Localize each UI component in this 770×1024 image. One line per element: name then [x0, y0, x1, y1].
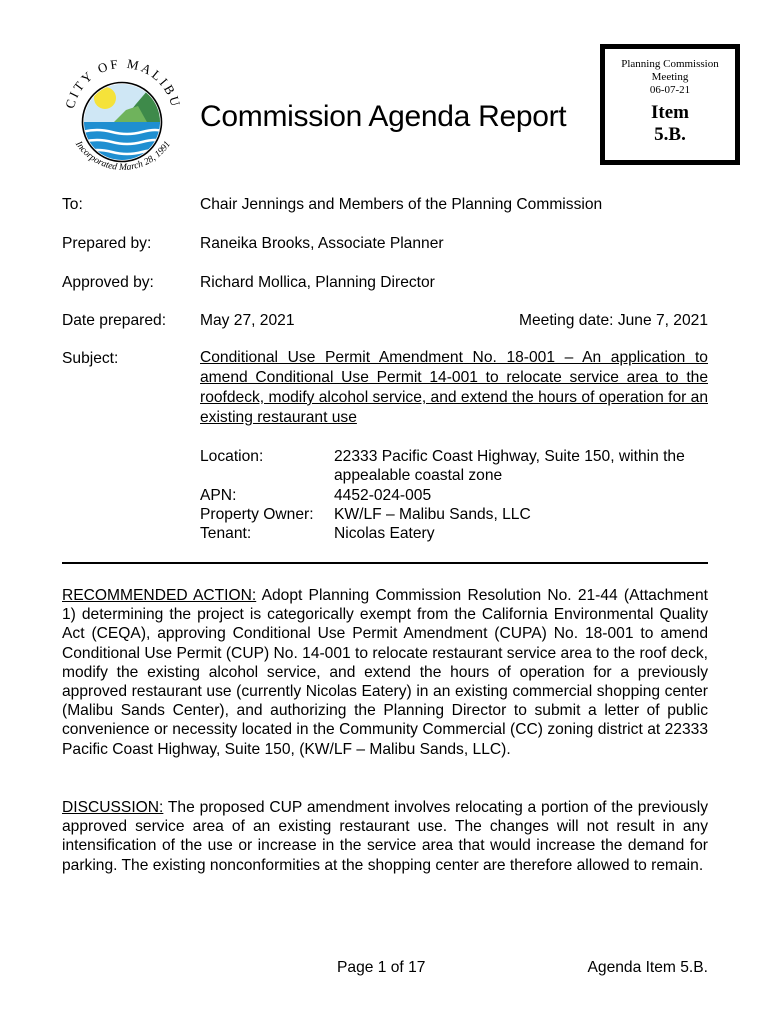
item-number: 5.B.: [654, 124, 686, 145]
owner-value: KW/LF – Malibu Sands, LLC: [334, 506, 531, 523]
page-title: Commission Agenda Report: [200, 100, 567, 133]
discussion-paragraph: [62, 798, 708, 875]
agenda-item-box: [600, 44, 740, 165]
location-label: Location:: [200, 448, 264, 465]
discussion-text: The proposed CUP amendment involves relocating a portion of the previously approved service area of an existing restaurant use. The changes will not result in any intensification of the use or increase in the service area that would increase the demand for parking. The existing nonconformities at the shopping center are therefore allowed to remain.: [62, 799, 708, 874]
recommended-action-paragraph: [62, 586, 708, 759]
approved-by-value: Richard Mollica, Planning Director: [200, 274, 435, 291]
date-prepared-label: Date prepared:: [62, 312, 167, 329]
item-box-meeting-info: [605, 58, 735, 97]
recommended-action-text: Adopt Planning Commission Resolution No. 21-44 (Attachment 1) determining the project is categorically exempt from the California Environmental Quality Act (CEQA), approving Conditional Use Permit Amendment (CUPA) No. 18-001 to amend Conditional Use Permit (CUP) No. 14-001 to relocate restaurant service area to the roof deck, modify the existing alcohol service, and extend the hours of operation for a previously approved restaurant use (currently Nicolas Eatery) in an existing commercial shopping center (Malibu Sands Center), and authorizing the Planning Director to submit a letter of public convenience or necessity located in the Community Commercial (CC) zoning district at 22333 Pacific Coast Highway, Suite 150, (KW/LF – Malibu Sands, LLC).: [62, 587, 708, 758]
footer-agenda-item: Agenda Item 5.B.: [587, 959, 708, 976]
seal-top-text: CITY OF MALIBU: [61, 55, 185, 111]
item-box-line3: 06-07-21: [649, 84, 691, 96]
meeting-date: Meeting date: June 7, 2021: [519, 312, 708, 329]
seal-bottom-text: Incorporated March 28, 1991: [73, 139, 173, 173]
location-line1: 22333 Pacific Coast Highway, Suite 150, within the: [334, 448, 685, 465]
discussion-heading: DISCUSSION:: [62, 799, 164, 816]
approved-by-label: Approved by:: [62, 274, 154, 291]
city-seal-logo: [52, 40, 192, 188]
owner-label: Property Owner:: [200, 506, 314, 523]
apn-value: 4452-024-005: [334, 487, 432, 504]
subject-label: Subject:: [62, 350, 119, 367]
section-divider: [62, 562, 708, 564]
to-value: Chair Jennings and Members of the Planning Commission: [200, 196, 603, 213]
page-number: Page 1 of 17: [337, 959, 426, 976]
date-prepared-value: May 27, 2021: [200, 312, 295, 329]
prepared-by-value: Raneika Brooks, Associate Planner: [200, 235, 444, 252]
tenant-value: Nicolas Eatery: [334, 525, 435, 542]
prepared-by-label: Prepared by:: [62, 235, 152, 252]
location-line2: appealable coastal zone: [334, 467, 503, 484]
apn-label: APN:: [200, 487, 237, 504]
item-label: Item: [651, 102, 689, 123]
tenant-label: Tenant:: [200, 525, 252, 542]
item-box-line2: Meeting: [651, 71, 689, 83]
recommended-action-heading: RECOMMENDED ACTION:: [62, 587, 257, 604]
subject-value: Conditional Use Permit Amendment No. 18-001 – An application to amend Conditional Use Permit 14-001 to relocate service area to the roofdeck, modify alcohol service, and extend the hours of operation for an existing restaurant use: [200, 349, 708, 426]
item-box-line1: Planning Commission: [621, 58, 719, 70]
to-label: To:: [62, 196, 83, 213]
